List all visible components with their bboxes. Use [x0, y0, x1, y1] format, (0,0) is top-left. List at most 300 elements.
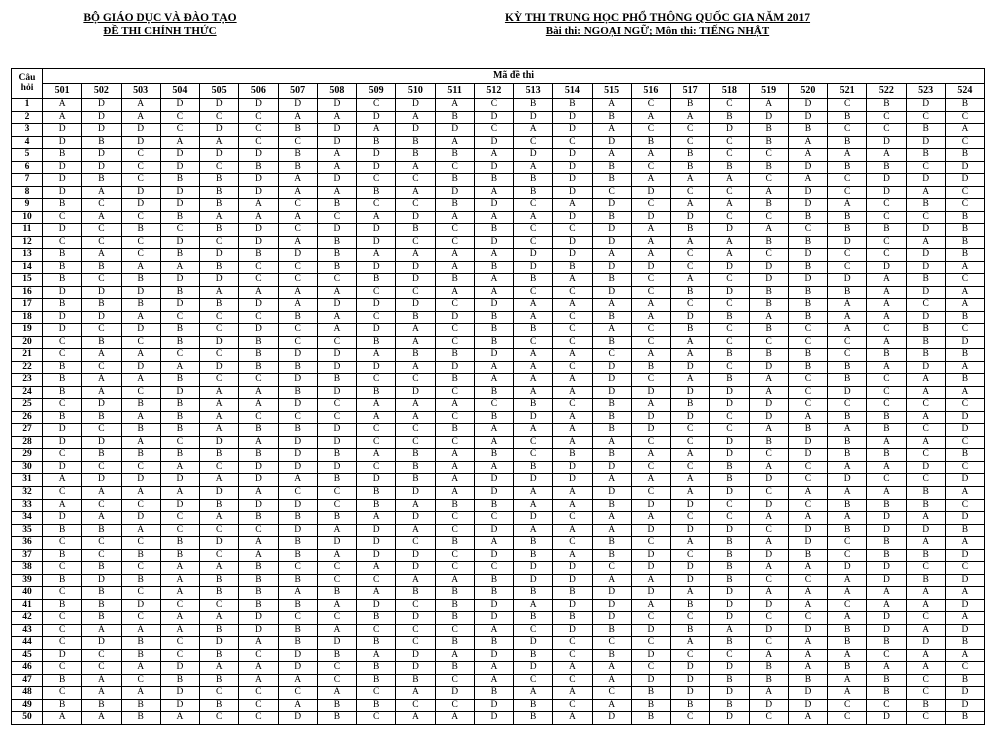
answer-cell: C — [867, 474, 906, 487]
answer-cell: D — [396, 562, 435, 575]
answer-cell: D — [945, 624, 984, 637]
answer-cell: D — [317, 537, 356, 550]
answer-cell: B — [514, 174, 553, 187]
answer-cell: C — [317, 411, 356, 424]
answer-cell: B — [671, 624, 710, 637]
answer-cell: D — [317, 637, 356, 650]
answer-cell: D — [396, 512, 435, 525]
answer-cell: D — [43, 461, 82, 474]
answer-cell: A — [82, 186, 121, 199]
answer-cell: A — [396, 411, 435, 424]
answer-cell: A — [867, 662, 906, 675]
question-number: 33 — [12, 499, 43, 512]
answer-cell: D — [396, 274, 435, 287]
answer-cell: D — [43, 161, 82, 174]
answer-cell: B — [317, 587, 356, 600]
answer-cell: C — [43, 662, 82, 675]
answer-cell: B — [357, 386, 396, 399]
answer-cell: A — [945, 587, 984, 600]
answer-cell: D — [43, 512, 82, 525]
answer-cell: B — [200, 299, 239, 312]
answer-cell: C — [474, 512, 513, 525]
answer-cell: B — [514, 274, 553, 287]
answer-cell: B — [121, 712, 160, 725]
answer-cell: C — [867, 374, 906, 387]
answer-cell: B — [710, 537, 749, 550]
answer-cell: B — [396, 587, 435, 600]
exam-code-header: 514 — [553, 84, 592, 99]
answer-cell: C — [435, 524, 474, 537]
answer-row — [12, 261, 985, 274]
answer-cell: C — [396, 436, 435, 449]
answer-cell: C — [121, 236, 160, 249]
answer-cell: B — [749, 136, 788, 149]
answer-cell: C — [906, 299, 945, 312]
answer-cell: B — [396, 149, 435, 162]
question-number: 46 — [12, 662, 43, 675]
answer-cell: B — [121, 399, 160, 412]
answer-cell: B — [553, 449, 592, 462]
question-number: 39 — [12, 574, 43, 587]
answer-cell: A — [749, 562, 788, 575]
answer-cell: D — [82, 399, 121, 412]
answer-cell: C — [553, 286, 592, 299]
answer-cell: A — [749, 461, 788, 474]
answer-cell: A — [357, 411, 396, 424]
answer-cell: D — [788, 687, 827, 700]
answer-cell: C — [200, 712, 239, 725]
answer-cell: C — [200, 311, 239, 324]
exam-code-header: 506 — [239, 84, 278, 99]
answer-cell: D — [906, 524, 945, 537]
answer-cell: D — [82, 637, 121, 650]
answer-cell: D — [200, 124, 239, 137]
answer-cell: D — [474, 712, 513, 725]
answer-cell: A — [160, 712, 199, 725]
answer-cell: B — [357, 637, 396, 650]
answer-cell: B — [474, 687, 513, 700]
answer-row — [12, 161, 985, 174]
answer-cell: C — [357, 286, 396, 299]
answer-cell: A — [514, 424, 553, 437]
subject-line: Bài thi: NGOẠI NGỮ; Môn thi: TIẾNG NHẬT — [545, 25, 770, 38]
answer-cell: A — [631, 474, 670, 487]
answer-cell: B — [82, 562, 121, 575]
answer-cell: A — [553, 436, 592, 449]
answer-cell: B — [945, 224, 984, 237]
answer-cell: B — [906, 699, 945, 712]
answer-cell: B — [435, 499, 474, 512]
answer-cell: B — [278, 599, 317, 612]
answer-cell: B — [396, 449, 435, 462]
answer-cell: A — [828, 512, 867, 525]
answer-cell: D — [396, 261, 435, 274]
answer-cell: A — [631, 399, 670, 412]
answer-cell: D — [200, 336, 239, 349]
answer-cell: D — [671, 687, 710, 700]
answer-cell: A — [631, 249, 670, 262]
answer-cell: B — [82, 136, 121, 149]
answer-cell: A — [435, 249, 474, 262]
answer-cell: D — [239, 186, 278, 199]
answer-row — [12, 324, 985, 337]
answer-cell: A — [906, 436, 945, 449]
answer-cell: D — [671, 361, 710, 374]
answer-cell: A — [278, 174, 317, 187]
answer-cell: C — [710, 361, 749, 374]
answer-cell: C — [828, 399, 867, 412]
answer-cell: A — [514, 524, 553, 537]
answer-cell: C — [160, 524, 199, 537]
answer-cell: A — [945, 649, 984, 662]
answer-cell: D — [945, 687, 984, 700]
answer-cell: A — [278, 299, 317, 312]
answer-cell: D — [631, 562, 670, 575]
answer-cell: C — [278, 486, 317, 499]
answer-cell: C — [435, 436, 474, 449]
answer-cell: B — [828, 286, 867, 299]
answer-cell: B — [867, 349, 906, 362]
answer-cell: D — [317, 349, 356, 362]
answer-cell: D — [82, 286, 121, 299]
answer-row — [12, 486, 985, 499]
answer-cell: B — [710, 111, 749, 124]
question-number: 14 — [12, 261, 43, 274]
answer-cell: D — [239, 299, 278, 312]
answer-cell: C — [671, 549, 710, 562]
answer-cell: D — [317, 461, 356, 474]
answer-cell: D — [357, 361, 396, 374]
answer-cell: C — [631, 612, 670, 625]
answer-cell: C — [239, 649, 278, 662]
question-number: 44 — [12, 637, 43, 650]
answer-cell: C — [121, 461, 160, 474]
answer-cell: B — [278, 311, 317, 324]
answer-cell: B — [278, 124, 317, 137]
answer-cell: B — [200, 574, 239, 587]
answer-cell: A — [317, 161, 356, 174]
answer-cell: A — [788, 649, 827, 662]
answer-cell: C — [906, 687, 945, 700]
answer-cell: D — [357, 324, 396, 337]
answer-cell: C — [631, 336, 670, 349]
answer-cell: A — [435, 211, 474, 224]
answer-cell: B — [474, 449, 513, 462]
answer-cell: D — [239, 499, 278, 512]
answer-cell: A — [200, 386, 239, 399]
answer-cell: C — [43, 612, 82, 625]
answer-cell: D — [200, 249, 239, 262]
exam-code-header: 512 — [474, 84, 513, 99]
answer-cell: D — [749, 599, 788, 612]
answer-cell: D — [592, 374, 631, 387]
answer-cell: C — [200, 524, 239, 537]
exam-code-header: 520 — [788, 84, 827, 99]
answer-cell: A — [514, 687, 553, 700]
answer-cell: A — [710, 249, 749, 262]
answer-cell: C — [396, 599, 435, 612]
answer-cell: D — [474, 136, 513, 149]
answer-cell: A — [239, 486, 278, 499]
answer-cell: D — [671, 499, 710, 512]
answer-cell: C — [671, 649, 710, 662]
answer-cell: C — [278, 411, 317, 424]
answer-row — [12, 186, 985, 199]
answer-cell: B — [749, 436, 788, 449]
answer-cell: A — [514, 374, 553, 387]
answer-cell: C — [945, 199, 984, 212]
answer-cell: D — [396, 649, 435, 662]
answer-cell: C — [710, 336, 749, 349]
answer-cell: D — [710, 486, 749, 499]
answer-cell: B — [749, 286, 788, 299]
answer-cell: D — [396, 211, 435, 224]
answer-cell: A — [828, 311, 867, 324]
answer-cell: C — [710, 211, 749, 224]
answer-row — [12, 224, 985, 237]
answer-cell: D — [788, 199, 827, 212]
answer-cell: D — [160, 186, 199, 199]
question-number: 50 — [12, 712, 43, 725]
answer-cell: B — [788, 261, 827, 274]
answer-cell: B — [592, 411, 631, 424]
answer-cell: D — [514, 662, 553, 675]
answer-cell: C — [317, 612, 356, 625]
question-number: 27 — [12, 424, 43, 437]
answer-cell: C — [239, 261, 278, 274]
answer-cell: B — [906, 574, 945, 587]
answer-cell: C — [357, 424, 396, 437]
answer-cell: D — [357, 299, 396, 312]
answer-cell: D — [239, 624, 278, 637]
answer-cell: A — [945, 299, 984, 312]
answer-cell: B — [906, 124, 945, 137]
answer-cell: A — [160, 486, 199, 499]
answer-cell: A — [239, 199, 278, 212]
answer-cell: B — [82, 299, 121, 312]
question-number: 9 — [12, 199, 43, 212]
answer-cell: A — [357, 449, 396, 462]
answer-cell: D — [474, 236, 513, 249]
answer-cell: B — [592, 449, 631, 462]
question-number: 17 — [12, 299, 43, 312]
answer-cell: A — [867, 311, 906, 324]
answer-cell: C — [749, 336, 788, 349]
answer-cell: B — [435, 424, 474, 437]
answer-cell: B — [710, 574, 749, 587]
answer-cell: B — [945, 674, 984, 687]
answer-row — [12, 374, 985, 387]
answer-cell: A — [828, 674, 867, 687]
answer-cell: C — [160, 649, 199, 662]
answer-cell: A — [435, 399, 474, 412]
answer-cell: D — [514, 111, 553, 124]
answer-cell: D — [121, 324, 160, 337]
answer-cell: D — [906, 261, 945, 274]
answer-cell: B — [435, 274, 474, 287]
answer-cell: A — [435, 461, 474, 474]
answer-cell: A — [514, 361, 553, 374]
answer-cell: B — [788, 211, 827, 224]
answer-cell: C — [553, 336, 592, 349]
answer-cell: D — [317, 124, 356, 137]
answer-cell: B — [357, 186, 396, 199]
answer-cell: A — [788, 599, 827, 612]
answer-cell: C — [357, 712, 396, 725]
answer-cell: A — [710, 199, 749, 212]
answer-cell: D — [43, 649, 82, 662]
answer-cell: D — [867, 136, 906, 149]
answer-cell: A — [671, 174, 710, 187]
answer-cell: B — [357, 662, 396, 675]
answer-cell: C — [200, 549, 239, 562]
answer-cell: A — [828, 687, 867, 700]
answer-cell: B — [592, 424, 631, 437]
answer-cell: C — [592, 562, 631, 575]
answer-cell: C — [396, 286, 435, 299]
answer-cell: C — [396, 374, 435, 387]
answer-cell: C — [749, 249, 788, 262]
exam-code-header: 523 — [906, 84, 945, 99]
answer-cell: D — [749, 274, 788, 287]
answer-cell: A — [788, 662, 827, 675]
answer-cell: A — [278, 211, 317, 224]
answer-cell: C — [592, 186, 631, 199]
answer-cell: C — [396, 424, 435, 437]
answer-row — [12, 549, 985, 562]
answer-cell: B — [357, 336, 396, 349]
answer-cell: A — [553, 486, 592, 499]
answer-cell: D — [82, 111, 121, 124]
answer-cell: D — [357, 524, 396, 537]
answer-cell: C — [278, 261, 317, 274]
answer-cell: A — [121, 524, 160, 537]
answer-cell: B — [867, 687, 906, 700]
question-number: 11 — [12, 224, 43, 237]
answer-cell: B — [828, 524, 867, 537]
answer-cell: B — [121, 549, 160, 562]
answer-cell: C — [121, 249, 160, 262]
answer-cell: D — [631, 186, 670, 199]
answer-cell: B — [592, 624, 631, 637]
answer-cell: B — [200, 649, 239, 662]
answer-cell: A — [828, 486, 867, 499]
answer-cell: B — [631, 712, 670, 725]
answer-cell: A — [631, 512, 670, 525]
answer-cell: D — [828, 474, 867, 487]
answer-cell: C — [278, 612, 317, 625]
answer-cell: D — [788, 624, 827, 637]
answer-cell: A — [867, 361, 906, 374]
answer-cell: A — [631, 111, 670, 124]
answer-cell: B — [160, 336, 199, 349]
answer-cell: B — [788, 286, 827, 299]
answer-cell: D — [710, 524, 749, 537]
answer-cell: A — [906, 587, 945, 600]
answer-cell: C — [671, 712, 710, 725]
answer-cell: D — [357, 111, 396, 124]
question-number: 23 — [12, 374, 43, 387]
answer-cell: A — [553, 199, 592, 212]
answer-cell: B — [357, 699, 396, 712]
answer-cell: D — [239, 461, 278, 474]
answer-cell: C — [82, 461, 121, 474]
answer-cell: B — [278, 637, 317, 650]
answer-cell: D — [357, 261, 396, 274]
question-number: 5 — [12, 149, 43, 162]
answer-cell: A — [749, 386, 788, 399]
answer-cell: C — [239, 374, 278, 387]
answer-cell: C — [710, 512, 749, 525]
answer-cell: C — [200, 599, 239, 612]
answer-cell: A — [121, 687, 160, 700]
answer-cell: A — [160, 136, 199, 149]
answer-cell: A — [710, 236, 749, 249]
answer-cell: A — [553, 386, 592, 399]
answer-cell: B — [82, 411, 121, 424]
answer-cell: B — [43, 149, 82, 162]
answer-cell: A — [239, 399, 278, 412]
answer-cell: C — [82, 549, 121, 562]
answer-cell: A — [474, 361, 513, 374]
question-number: 42 — [12, 612, 43, 625]
answer-cell: A — [867, 486, 906, 499]
answer-cell: B — [82, 599, 121, 612]
question-number: 43 — [12, 624, 43, 637]
answer-cell: C — [945, 324, 984, 337]
answer-cell: C — [906, 712, 945, 725]
answer-cell: B — [474, 261, 513, 274]
answer-cell: A — [788, 587, 827, 600]
answer-cell: A — [200, 612, 239, 625]
answer-cell: C — [396, 537, 435, 550]
answer-cell: D — [631, 624, 670, 637]
answer-cell: B — [828, 161, 867, 174]
answer-cell: C — [631, 461, 670, 474]
answer-cell: B — [317, 512, 356, 525]
answer-cell: B — [43, 361, 82, 374]
answer-cell: B — [278, 624, 317, 637]
answer-cell: C — [317, 486, 356, 499]
answer-cell: A — [82, 249, 121, 262]
answer-cell: C — [317, 274, 356, 287]
answer-cell: B — [514, 186, 553, 199]
exam-code-header: 522 — [867, 84, 906, 99]
answer-cell: B — [828, 361, 867, 374]
answer-row — [12, 699, 985, 712]
answer-cell: D — [592, 486, 631, 499]
answer-cell: C — [553, 324, 592, 337]
answer-cell: C — [357, 311, 396, 324]
answer-cell: C — [121, 149, 160, 162]
answer-cell: B — [396, 349, 435, 362]
answer-cell: C — [749, 174, 788, 187]
answer-cell: D — [278, 399, 317, 412]
exam-code-header: 524 — [945, 84, 984, 99]
answer-cell: D — [671, 562, 710, 575]
answer-cell: A — [200, 562, 239, 575]
answer-cell: B — [788, 349, 827, 362]
answer-cell: B — [278, 512, 317, 525]
answer-cell: B — [121, 274, 160, 287]
answer-cell: B — [474, 587, 513, 600]
answer-cell: A — [749, 687, 788, 700]
answer-cell: C — [828, 699, 867, 712]
answer-cell: D — [82, 99, 121, 112]
answer-cell: C — [710, 324, 749, 337]
answer-cell: D — [160, 99, 199, 112]
answer-cell: D — [278, 712, 317, 725]
